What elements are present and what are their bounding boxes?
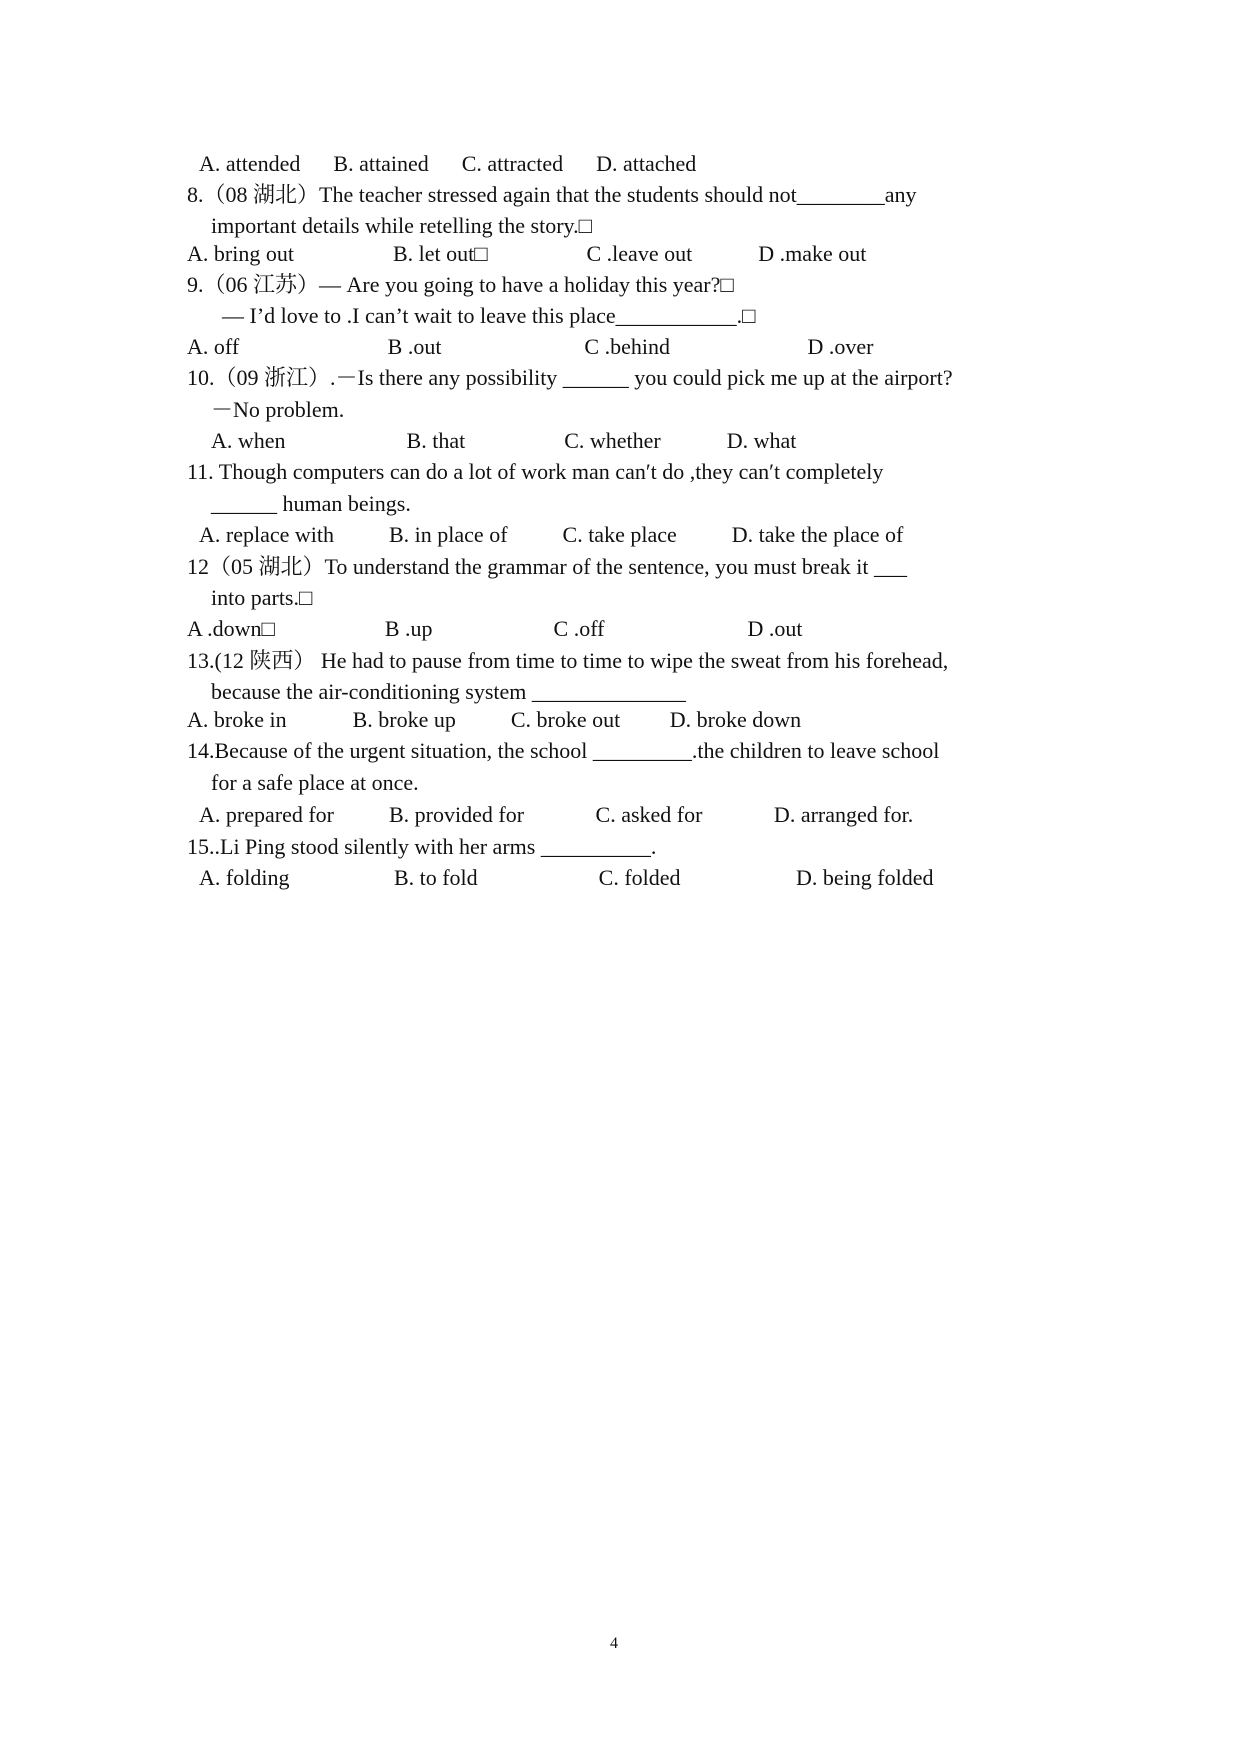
question-8-stem: 8.（08 湖北）The teacher stressed again that the students should not________any: [187, 182, 917, 207]
question-14-stem: 14.Because of the urgent situation, the school _________.the children to leave school: [187, 738, 940, 763]
question-13-stem-cont: because the air-conditioning system ______________: [211, 679, 686, 704]
question-10-stem-cont: －No problem.: [211, 397, 345, 422]
question-15-options: A. folding B. to fold C. folded D. being folded: [199, 865, 934, 890]
question-14-options: A. prepared for B. provided for C. asked for D. arranged for.: [199, 802, 914, 827]
question-10-options: A. when B. that C. whether D. what: [211, 428, 797, 453]
question-9-stem: 9.（06 江苏）— Are you going to have a holiday this year?□: [187, 272, 734, 297]
question-12-options: A .down□ B .up C .off D .out: [187, 616, 803, 641]
question-11-options: A. replace with B. in place of C. take place D. take the place of: [199, 522, 904, 547]
question-14-stem-cont: for a safe place at once.: [211, 770, 419, 795]
question-8-options: A. bring out B. let out□ C .leave out D .make out: [187, 241, 867, 266]
question-13-stem: 13.(12 陕西） He had to pause from time to time to wipe the sweat from his forehead,: [187, 648, 949, 673]
question-9-options: A. off B .out C .behind D .over: [187, 334, 874, 359]
question-7-options: A. attended B. attained C. attracted D. attached: [199, 151, 697, 176]
question-12-stem: 12（05 湖北）To understand the grammar of the sentence, you must break it ___: [187, 554, 908, 579]
question-12-stem-cont: into parts.□: [211, 585, 313, 610]
question-15-stem: 15..Li Ping stood silently with her arms __________.: [187, 834, 657, 859]
question-9-stem-cont: — I’d love to .I can’t wait to leave this place___________.□: [222, 303, 756, 328]
question-13-options: A. broke in B. broke up C. broke out D. broke down: [187, 707, 802, 732]
page-number: 4: [610, 1635, 618, 1652]
question-8-stem-cont: important details while retelling the story.□: [211, 213, 592, 238]
question-11-stem: 11. Though computers can do a lot of work man can′t do ,they can′t completely: [187, 459, 884, 484]
question-11-stem-cont: ______ human beings.: [211, 491, 411, 516]
question-10-stem: 10.（09 浙江）.－Is there any possibility ______ you could pick me up at the airport?: [187, 365, 953, 390]
